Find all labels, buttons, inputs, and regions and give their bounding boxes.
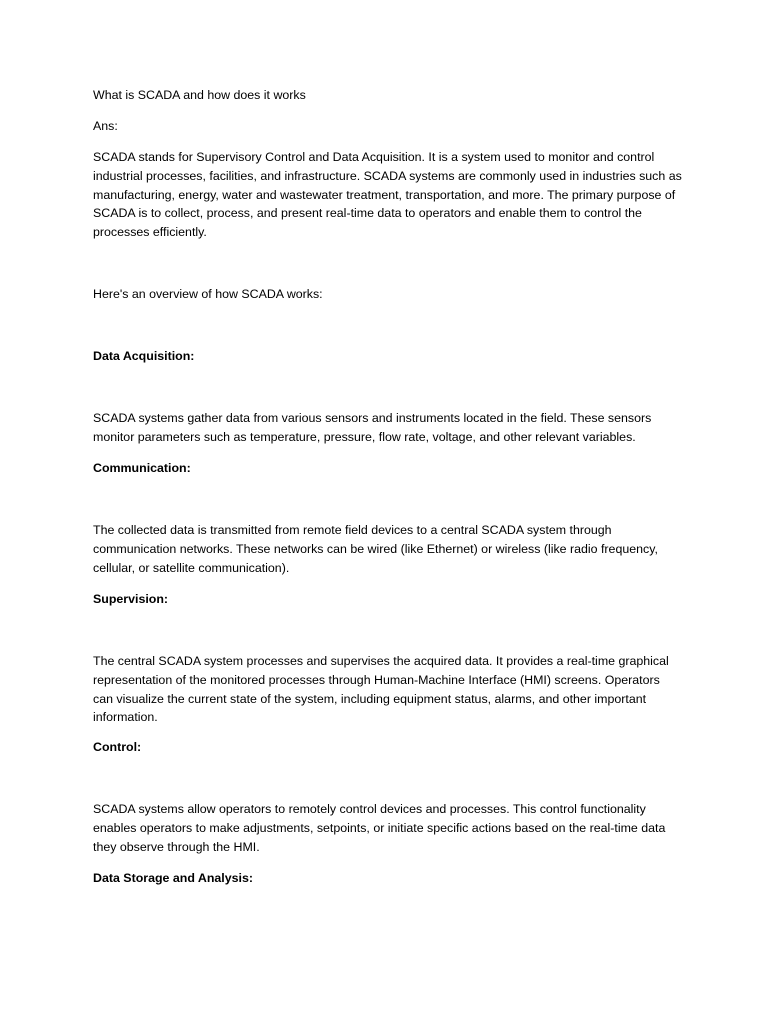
section-heading-data-storage: Data Storage and Analysis: xyxy=(93,871,253,885)
section-body-control: SCADA systems allow operators to remotely control devices and processes. This control functionality enables operators to make adjustments, setpoints, or initiate specific actions based on the real-time data they observe through the HMI. xyxy=(93,802,666,854)
section-body-communication: The collected data is transmitted from remote field devices to a central SCADA system through communication networks. These networks can be wired (like Ethernet) or wireless (like radio frequency, cellular, or satellite communication). xyxy=(93,523,658,575)
section-heading-communication: Communication: xyxy=(93,461,191,475)
question-line: What is SCADA and how does it works xyxy=(93,88,306,102)
overview-line: Here's an overview of how SCADA works: xyxy=(93,287,323,301)
section-body-data-acquisition: SCADA systems gather data from various sensors and instruments located in the field. These sensors monitor parameters such as temperature, pressure, flow rate, voltage, and other relevant variables. xyxy=(93,411,652,444)
ans-label: Ans: xyxy=(93,119,118,133)
section-heading-supervision: Supervision: xyxy=(93,592,169,606)
intro-paragraph: SCADA stands for Supervisory Control and Data Acquisition. It is a system used to monitor and control industrial processes, facilities, and infrastructure. SCADA systems are commonly used in industries such as manufacturing, energy, water and wastewater treatment, transportation, and more. The primary purpose of SCADA is to collect, process, and present real-time data to operators and enable them to control the processes efficiently. xyxy=(93,150,682,240)
section-body-supervision: The central SCADA system processes and supervises the acquired data. It provides a real-time graphical representation of the monitored processes through Human-Machine Interface (HMI) screens. Operators can visualize the current state of the system, including equipment status, alarms, and other important information. xyxy=(93,654,669,725)
section-heading-control: Control: xyxy=(93,740,142,754)
section-heading-data-acquisition: Data Acquisition: xyxy=(93,349,195,363)
